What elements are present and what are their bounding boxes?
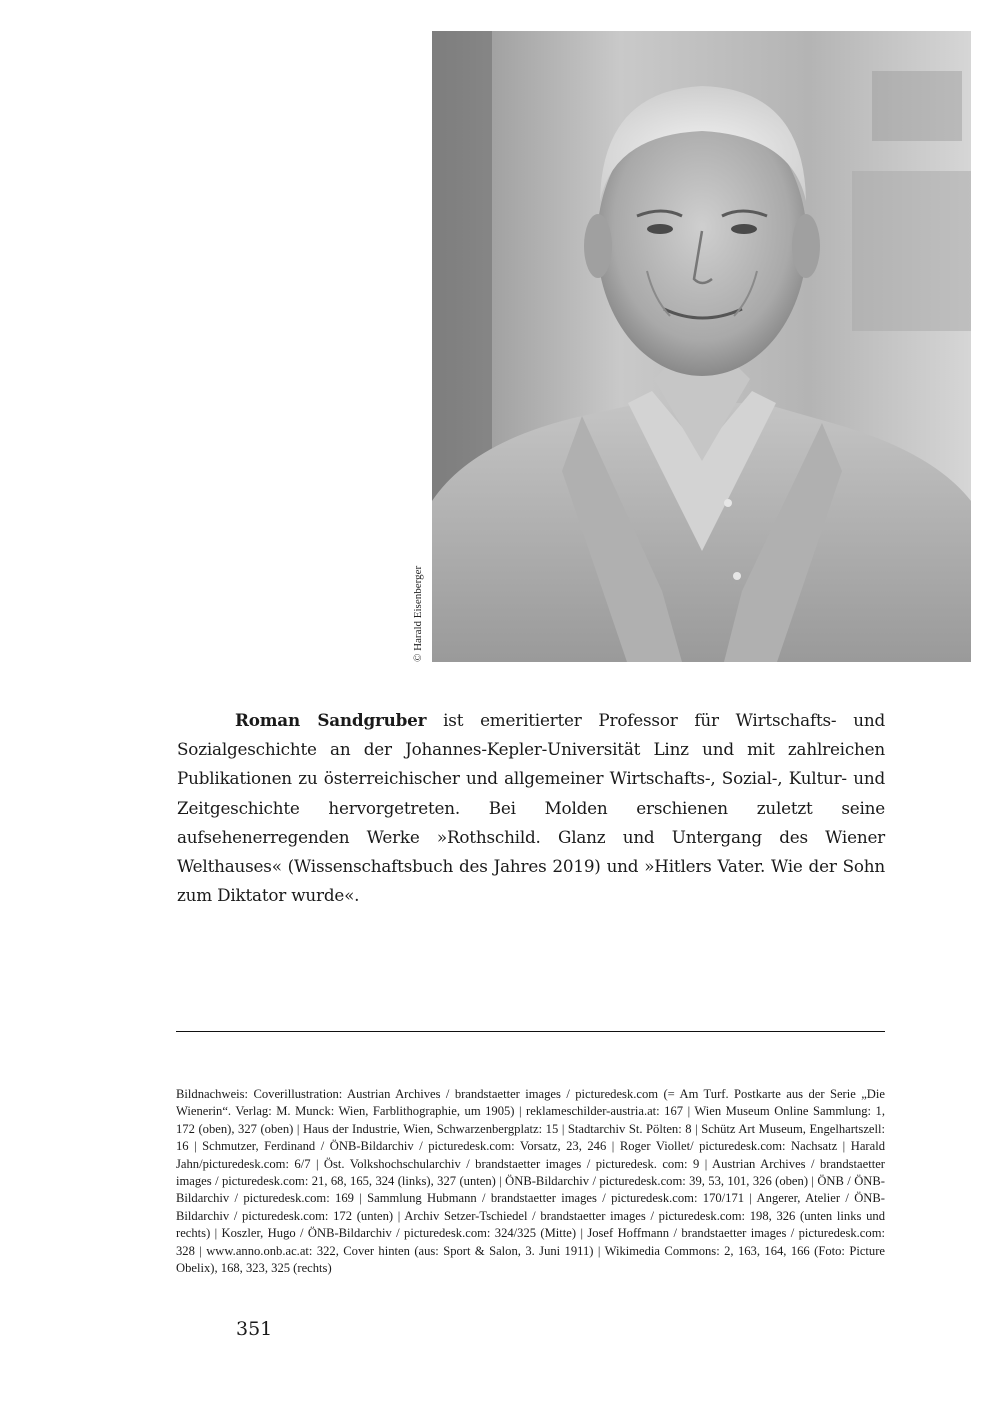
author-bio xyxy=(177,706,885,910)
author-portrait-photo xyxy=(432,31,971,662)
author-bio-text: ist emeritierter Professor für Wirtschafts- und Sozialgeschichte an der Johannes-Kepler-Universität Linz und mit zahlreichen Publikationen zu österreichischer und allgemeiner Wirtschafts-, Sozial-, Kultur- und Zeitgeschichte hervorgetreten. Bei Molden erschienen zuletzt seine aufsehenerregenden Werke »Rothschild. Glanz und Untergang des Wiener Welthauses« (Wissenschaftsbuch des Jahres 2019) und »Hitlers Vater. Wie der Sohn zum Diktator wurde«. xyxy=(177,710,885,906)
page-number: 351 xyxy=(236,1318,273,1340)
photo-credit-text: © Harald Eisenberger xyxy=(412,565,424,662)
author-name: Roman Sandgruber xyxy=(235,710,427,730)
section-divider xyxy=(176,1031,885,1032)
image-credits: Bildnachweis: Coverillustration: Austrian Archives / brandstaetter images / picturedesk.com (= Am Turf. Postkarte aus der Serie „Die Wienerin“. Verlag: M. Munck: Wien, Farblithographie, um 1905) | reklameschilder-austria.at: 167 | Wien Museum Online Sammlung: 1, 172 (oben), 327 (oben) | Haus der Industrie, Wien, Schwarzenbergplatz: 15 | Stadtarchiv St. Pölten: 8 | Schütz Art Museum, Engelhartszell: 16 | Schmutzer, Ferdinand / ÖNB-Bildarchiv / picturedesk.com: Vorsatz, 23, 246 | Roger Viollet/ picturedesk.com: Nachsatz | Harald Jahn/picturedesk.com: 6/7 | Öst. Volkshochschularchiv / brandstaetter images / picturedesk. com: 9 | Austrian Archives / brandstaetter images / picturedesk.com: 21, 68, 165, 324 (links), 327 (unten) | ÖNB-Bildarchiv / picturedesk.com: 39, 53, 101, 326 (oben) | ÖNB / ÖNB-Bildarchiv / picturedesk.com: 169 | Sammlung Hubmann / brandstaetter images / picturedesk.com: 170/171 | Angerer, Atelier / ÖNB-Bildarchiv / picturedesk.com: 172 (unten) | Archiv Setzer-Tschiedel / brandstaetter images / picturedesk.com: 198, 326 (unten links und rechts) | Koszler, Hugo / ÖNB-Bildarchiv / picturedesk.com: 324/325 (Mitte) | Josef Hoffmann / brandstaetter images / picturedesk.com: 328 | www.anno.onb.ac.at: 322, Cover hinten (aus: Sport & Salon, 3. Juni 1911) | Wikimedia Commons: 2, 163, 164, 166 (Foto: Picture Obelix), 168, 323, 325 (rechts) xyxy=(176,1087,885,1276)
